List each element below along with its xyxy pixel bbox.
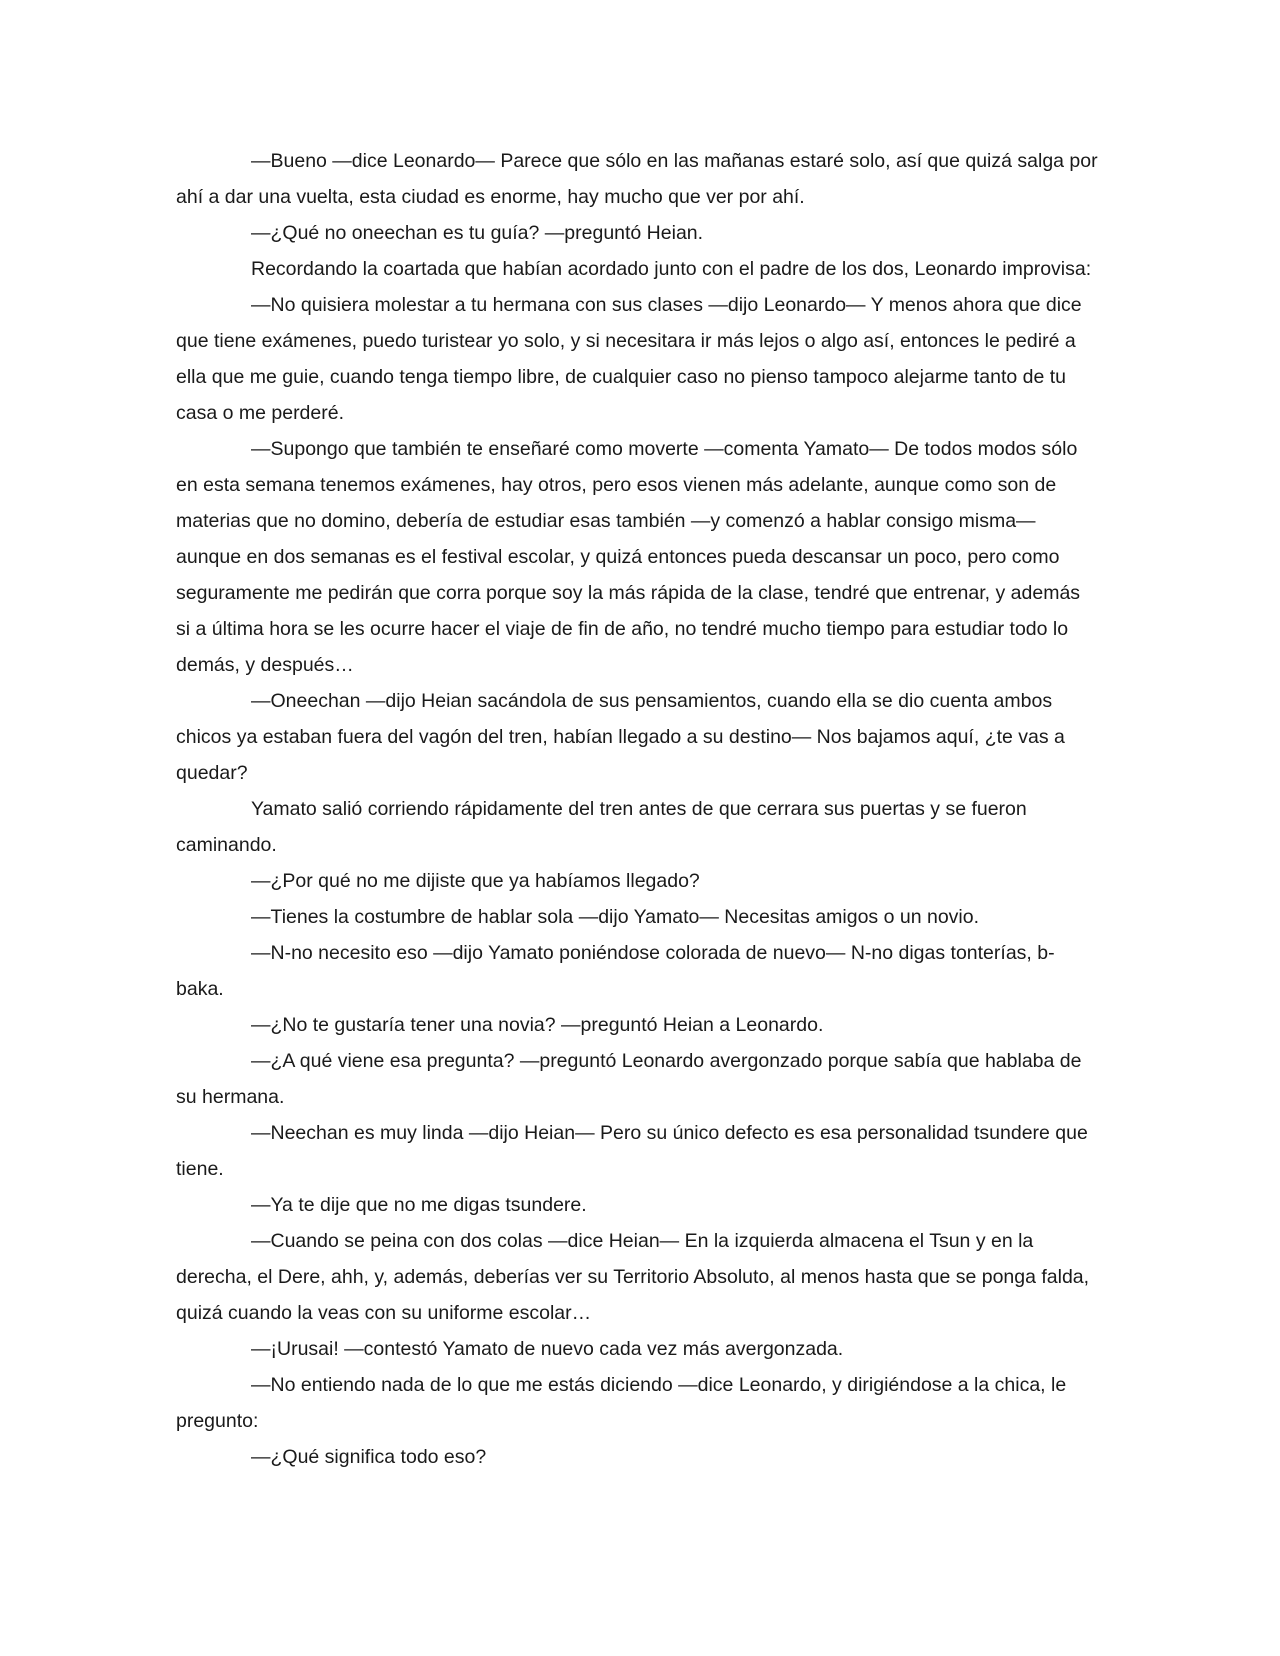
- paragraph: ―N-no necesito eso ―dijo Yamato poniéndose colorada de nuevo― N-no digas tonterías, b-baka.: [176, 942, 1055, 1000]
- paragraph: ―Bueno ―dice Leonardo― Parece que sólo en las mañanas estaré solo, así que quizá salga por ahí a dar una vuelta, esta ciudad es enorme, hay mucho que ver por ahí.: [176, 150, 1098, 208]
- paragraph: ―¡Urusai! ―contestó Yamato de nuevo cada vez más avergonzada.: [251, 1338, 844, 1360]
- paragraph: ―¿Qué significa todo eso?: [251, 1446, 487, 1468]
- paragraph: ―Oneechan ―dijo Heian sacándola de sus pensamientos, cuando ella se dio cuenta ambos chicos ya estaban fuera del vagón del tren, habían llegado a su destino― Nos bajamos aquí, ¿te vas a quedar?: [176, 690, 1065, 784]
- document-body: [176, 143, 1098, 1475]
- paragraph: ―Ya te dije que no me digas tsundere.: [251, 1194, 587, 1216]
- paragraph: ―¿Qué no oneechan es tu guía? ―preguntó Heian.: [251, 222, 704, 244]
- paragraph: Yamato salió corriendo rápidamente del tren antes de que cerrara sus puertas y se fueron caminando.: [176, 798, 1027, 856]
- paragraph: ―Neechan es muy linda ―dijo Heian― Pero su único defecto es esa personalidad tsundere que tiene.: [176, 1122, 1088, 1180]
- paragraph: ―¿No te gustaría tener una novia? ―preguntó Heian a Leonardo.: [251, 1014, 824, 1036]
- paragraph: ―¿A qué viene esa pregunta? ―preguntó Leonardo avergonzado porque sabía que hablaba de su hermana.: [176, 1050, 1082, 1108]
- paragraph: ―No entiendo nada de lo que me estás diciendo ―dice Leonardo, y dirigiéndose a la chica, le pregunto:: [176, 1374, 1067, 1432]
- paragraph: Recordando la coartada que habían acordado junto con el padre de los dos, Leonardo improvisa:: [251, 258, 1092, 280]
- paragraph: ―Tienes la costumbre de hablar sola ―dijo Yamato― Necesitas amigos o un novio.: [251, 906, 980, 928]
- paragraph: ―No quisiera molestar a tu hermana con sus clases ―dijo Leonardo― Y menos ahora que dice que tiene exámenes, puedo turistear yo solo, y si necesitara ir más lejos o algo así, entonces le pediré a ella que me guie, cuando tenga tiempo libre, de cualquier caso no pienso tampoco alejarme tanto de tu casa o me perderé.: [176, 294, 1082, 424]
- paragraph: ―¿Por qué no me dijiste que ya habíamos llegado?: [251, 870, 700, 892]
- paragraph: ―Supongo que también te enseñaré como moverte ―comenta Yamato― De todos modos sólo en esta semana tenemos exámenes, hay otros, pero esos vienen más adelante, aunque como son de materias que no domino, debería de estudiar esas también ―y comenzó a hablar consigo misma― aunque en dos semanas es el festival escolar, y quizá entonces pueda descansar un poco, pero como seguramente me pedirán que corra porque soy la más rápida de la clase, tendré que entrenar, y además si a última hora se les ocurre hacer el viaje de fin de año, no tendré mucho tiempo para estudiar todo lo demás, y después…: [176, 438, 1081, 676]
- paragraph: ―Cuando se peina con dos colas ―dice Heian― En la izquierda almacena el Tsun y en la derecha, el Dere, ahh, y, además, deberías ver su Territorio Absoluto, al menos hasta que se ponga falda, quizá cuando la veas con su uniforme escolar…: [176, 1230, 1090, 1324]
